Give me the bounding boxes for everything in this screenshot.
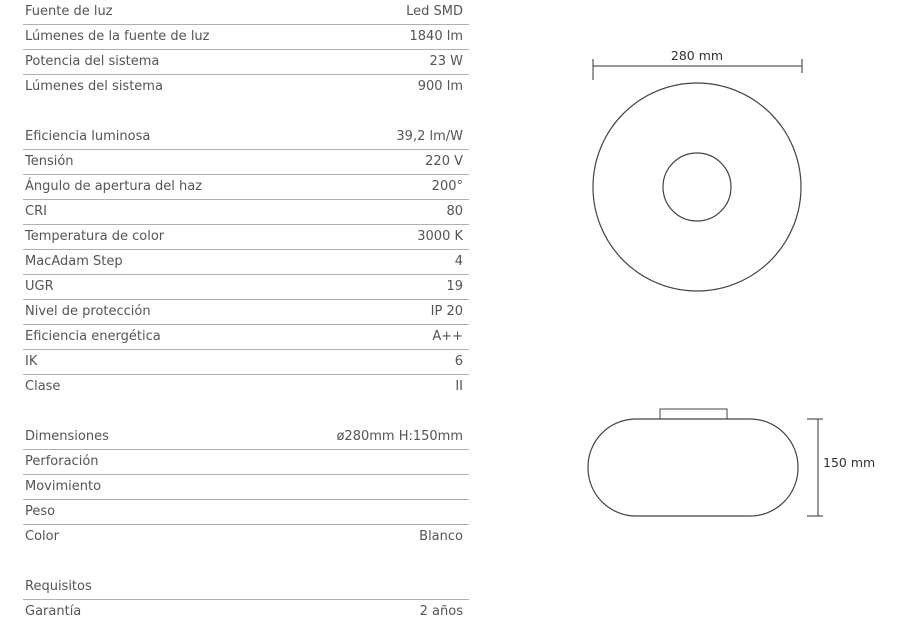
spec-value: 1840 lm	[409, 29, 463, 44]
spec-label: Eficiencia luminosa	[25, 129, 151, 144]
spec-value: Led SMD	[406, 4, 463, 19]
spec-value: 2 años	[419, 604, 463, 619]
spec-label: Temperatura de color	[25, 229, 165, 244]
spec-value: 80	[446, 204, 463, 219]
outer-disc-outline	[593, 83, 801, 291]
side-view-drawing	[588, 409, 875, 516]
spec-label: IK	[25, 354, 38, 369]
spec-value: 39,2 lm/W	[396, 129, 463, 144]
spec-value: IP 20	[430, 304, 463, 319]
height-dimension-label: 150 mm	[823, 455, 876, 470]
spec-label: Lúmenes del sistema	[25, 79, 163, 94]
mounting-base	[660, 409, 727, 419]
spec-label: Potencia del sistema	[25, 54, 160, 69]
spec-label: Tensión	[25, 154, 74, 169]
spec-label: Lúmenes de la fuente de luz	[25, 29, 210, 44]
top-view-drawing	[593, 48, 802, 291]
spec-label: Nivel de protección	[25, 304, 151, 319]
spec-label: MacAdam Step	[25, 254, 123, 269]
spec-value: 6	[454, 354, 463, 369]
spec-label: Color	[25, 529, 59, 544]
spec-value: 200°	[431, 179, 463, 194]
spec-value: 3000 K	[417, 229, 463, 244]
spec-value: A++	[432, 329, 463, 344]
spec-label: Perforación	[25, 454, 99, 469]
spec-label: Garantía	[25, 604, 82, 619]
spec-value: 900 lm	[417, 79, 463, 94]
spec-value: 19	[446, 279, 463, 294]
spec-label: Requisitos	[25, 579, 92, 594]
width-dimension-label: 280 mm	[670, 48, 724, 63]
spec-value: Blanco	[419, 529, 463, 544]
spec-label: UGR	[25, 279, 54, 294]
inner-disc-outline	[663, 153, 731, 221]
spec-label: Eficiencia energética	[25, 329, 161, 344]
spec-value: II	[455, 379, 463, 394]
spec-label: Ángulo de apertura del haz	[25, 179, 203, 194]
spec-value: 220 V	[425, 154, 463, 169]
spec-label: Movimiento	[25, 479, 102, 494]
spec-value: 4	[454, 254, 463, 269]
spec-label: Fuente de luz	[25, 4, 113, 19]
luminaire-body-outline	[588, 419, 798, 516]
spec-value: 23 W	[429, 54, 463, 69]
spec-label: CRI	[25, 204, 47, 219]
spec-value: ø280mm H:150mm	[336, 429, 463, 444]
spec-label: Dimensiones	[25, 429, 109, 444]
spec-label: Peso	[25, 504, 56, 519]
spec-label: Clase	[25, 379, 61, 394]
